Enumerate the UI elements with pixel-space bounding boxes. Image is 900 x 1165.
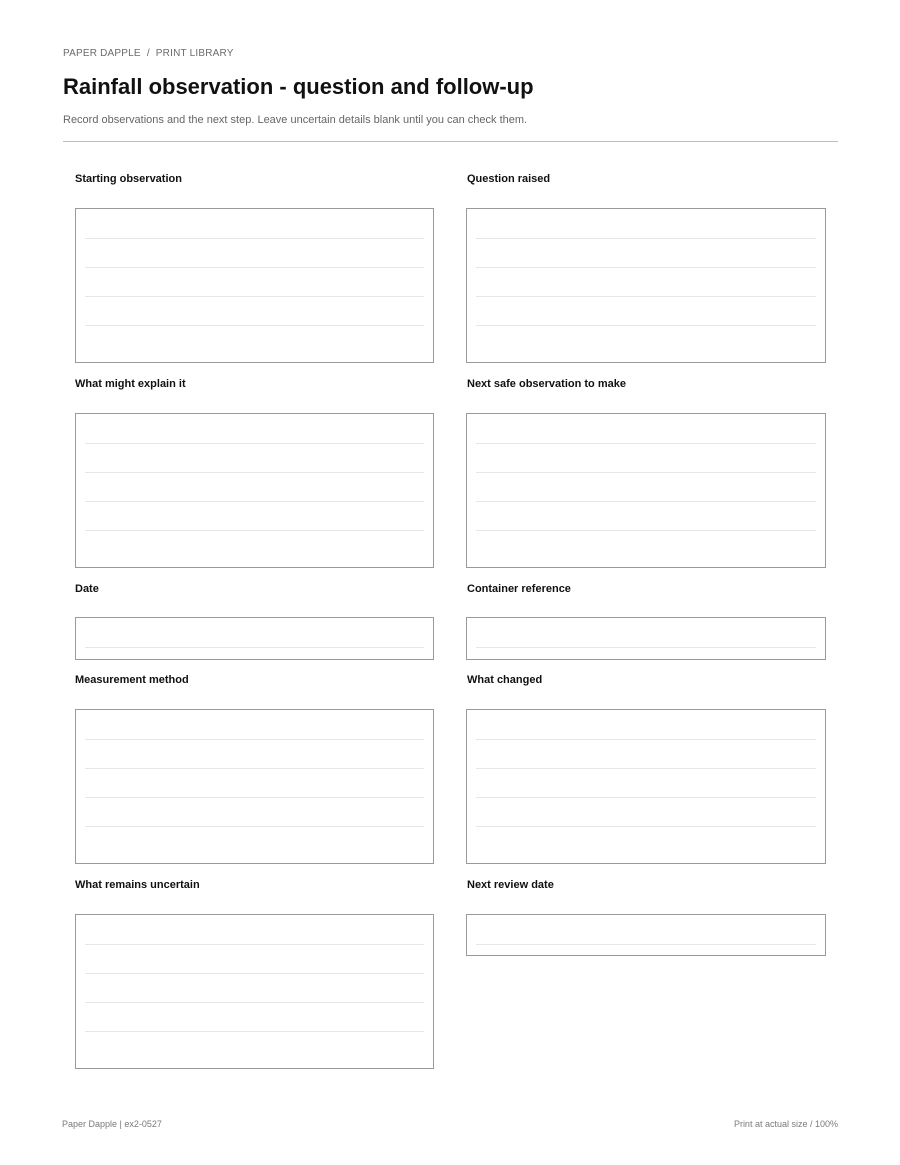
writing-line (85, 1002, 424, 1003)
measurement-method-field[interactable] (75, 709, 434, 864)
writing-line (476, 944, 816, 945)
writing-line (85, 325, 424, 326)
writing-line (476, 443, 816, 444)
writing-line (476, 472, 816, 473)
writing-line (85, 647, 424, 648)
footer-print-note: Print at actual size / 100% (733, 1119, 838, 1129)
container-reference-field[interactable] (466, 617, 826, 660)
breadcrumb (63, 48, 234, 59)
writing-line (476, 739, 816, 740)
label-question-raised: Question raised (467, 173, 551, 185)
writing-line (476, 267, 816, 268)
label-what-might-explain: What might explain it (75, 378, 186, 390)
label-container-reference: Container reference (467, 583, 571, 595)
what-changed-field[interactable] (466, 709, 826, 864)
label-next-review-date: Next review date (467, 879, 554, 891)
what-remains-uncertain-field[interactable] (75, 914, 434, 1069)
writing-line (85, 267, 424, 268)
question-raised-field[interactable] (466, 208, 826, 363)
writing-line (85, 944, 424, 945)
writing-line (85, 826, 424, 827)
next-safe-observation-field[interactable] (466, 413, 826, 568)
date-field[interactable] (75, 617, 434, 660)
label-next-safe-observation: Next safe observation to make (467, 378, 626, 390)
label-what-changed: What changed (467, 674, 543, 686)
writing-line (85, 739, 424, 740)
writing-line (85, 296, 424, 297)
writing-line (85, 443, 424, 444)
writing-line (476, 797, 816, 798)
writing-line (476, 325, 816, 326)
writing-line (476, 501, 816, 502)
label-measurement-method: Measurement method (75, 674, 189, 686)
writing-line (85, 797, 424, 798)
writing-line (476, 296, 816, 297)
breadcrumb-separator: / (146, 48, 150, 59)
breadcrumb-item-brand[interactable]: PAPER DAPPLE (63, 48, 141, 59)
writing-line (85, 768, 424, 769)
header-divider (63, 141, 838, 142)
writing-line (85, 472, 424, 473)
writing-line (85, 501, 424, 502)
writing-line (85, 973, 424, 974)
label-starting-observation: Starting observation (75, 173, 182, 185)
writing-line (85, 238, 424, 239)
writing-line (85, 1031, 424, 1032)
writing-line (476, 647, 816, 648)
page-subtitle: Record observations and the next step. Leave uncertain details blank until you can check them. (63, 114, 528, 126)
writing-line (85, 530, 424, 531)
starting-observation-field[interactable] (75, 208, 434, 363)
label-what-remains-uncertain: What remains uncertain (75, 879, 200, 891)
writing-line (476, 530, 816, 531)
what-might-explain-field[interactable] (75, 413, 434, 568)
writing-line (476, 826, 816, 827)
writing-line (476, 238, 816, 239)
writing-line (476, 768, 816, 769)
page-title: Rainfall observation - question and follow-up (63, 74, 534, 99)
breadcrumb-item-library[interactable]: PRINT LIBRARY (155, 48, 234, 59)
footer-reference: Paper Dapple | ex2-0527 (62, 1119, 162, 1129)
next-review-date-field[interactable] (466, 914, 826, 956)
label-date: Date (75, 583, 99, 595)
